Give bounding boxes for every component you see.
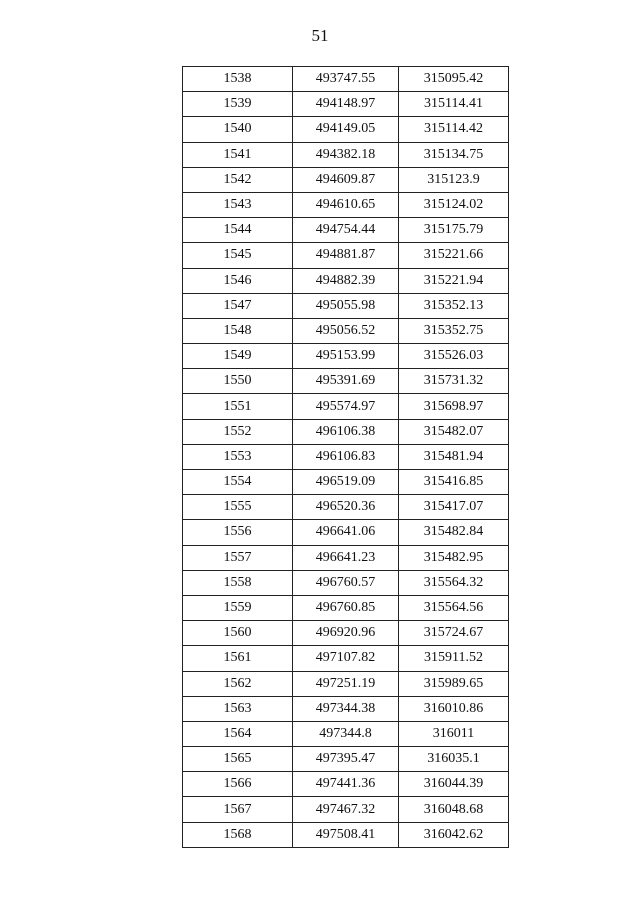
y-coordinate-cell: 315416.85	[399, 470, 509, 495]
point-number-cell: 1546	[183, 268, 293, 293]
table-row	[183, 394, 509, 419]
x-coordinate-cell: 494881.87	[293, 243, 399, 268]
y-coordinate-cell: 315989.65	[399, 671, 509, 696]
y-coordinate-cell: 315175.79	[399, 218, 509, 243]
table-row	[183, 520, 509, 545]
x-coordinate-cell: 495056.52	[293, 318, 399, 343]
point-number-cell: 1554	[183, 470, 293, 495]
x-coordinate-cell: 496641.06	[293, 520, 399, 545]
table-row	[183, 192, 509, 217]
x-coordinate-cell: 494609.87	[293, 167, 399, 192]
point-number-cell: 1543	[183, 192, 293, 217]
x-coordinate-cell: 497344.38	[293, 696, 399, 721]
table-row	[183, 67, 509, 92]
table-row	[183, 721, 509, 746]
x-coordinate-cell: 496760.85	[293, 595, 399, 620]
table-row	[183, 419, 509, 444]
y-coordinate-cell: 315481.94	[399, 444, 509, 469]
y-coordinate-cell: 316042.62	[399, 822, 509, 847]
y-coordinate-cell: 316048.68	[399, 797, 509, 822]
y-coordinate-cell: 315482.84	[399, 520, 509, 545]
point-number-cell: 1542	[183, 167, 293, 192]
table-row	[183, 369, 509, 394]
page-number: 51	[311, 26, 329, 45]
point-number-cell: 1548	[183, 318, 293, 343]
x-coordinate-cell: 497107.82	[293, 646, 399, 671]
y-coordinate-cell: 315724.67	[399, 621, 509, 646]
point-number-cell: 1562	[183, 671, 293, 696]
x-coordinate-cell: 496106.83	[293, 444, 399, 469]
table-row	[183, 117, 509, 142]
y-coordinate-cell: 315698.97	[399, 394, 509, 419]
x-coordinate-cell: 497467.32	[293, 797, 399, 822]
x-coordinate-cell: 496760.57	[293, 570, 399, 595]
table-row	[183, 218, 509, 243]
y-coordinate-cell: 316044.39	[399, 772, 509, 797]
table-row	[183, 243, 509, 268]
point-number-cell: 1555	[183, 495, 293, 520]
x-coordinate-cell: 493747.55	[293, 67, 399, 92]
y-coordinate-cell: 315482.95	[399, 545, 509, 570]
y-coordinate-cell: 315911.52	[399, 646, 509, 671]
x-coordinate-cell: 494882.39	[293, 268, 399, 293]
table-row	[183, 671, 509, 696]
y-coordinate-cell: 315564.56	[399, 595, 509, 620]
y-coordinate-cell: 315526.03	[399, 344, 509, 369]
coordinates-table	[182, 66, 509, 848]
y-coordinate-cell: 315221.94	[399, 268, 509, 293]
y-coordinate-cell: 315114.41	[399, 92, 509, 117]
point-number-cell: 1563	[183, 696, 293, 721]
point-number-cell: 1553	[183, 444, 293, 469]
y-coordinate-cell: 315564.32	[399, 570, 509, 595]
point-number-cell: 1552	[183, 419, 293, 444]
x-coordinate-cell: 497508.41	[293, 822, 399, 847]
table-row	[183, 646, 509, 671]
table-row	[183, 318, 509, 343]
y-coordinate-cell: 315482.07	[399, 419, 509, 444]
table-row	[183, 822, 509, 847]
table-row	[183, 621, 509, 646]
x-coordinate-cell: 494754.44	[293, 218, 399, 243]
x-coordinate-cell: 497344.8	[293, 721, 399, 746]
point-number-cell: 1568	[183, 822, 293, 847]
x-coordinate-cell: 497251.19	[293, 671, 399, 696]
point-number-cell: 1565	[183, 747, 293, 772]
x-coordinate-cell: 494149.05	[293, 117, 399, 142]
x-coordinate-cell: 496920.96	[293, 621, 399, 646]
x-coordinate-cell: 496106.38	[293, 419, 399, 444]
table-row	[183, 92, 509, 117]
point-number-cell: 1566	[183, 772, 293, 797]
point-number-cell: 1540	[183, 117, 293, 142]
x-coordinate-cell: 496641.23	[293, 545, 399, 570]
y-coordinate-cell: 316010.86	[399, 696, 509, 721]
point-number-cell: 1556	[183, 520, 293, 545]
x-coordinate-cell: 496520.36	[293, 495, 399, 520]
x-coordinate-cell: 494148.97	[293, 92, 399, 117]
x-coordinate-cell: 497395.47	[293, 747, 399, 772]
table-row	[183, 797, 509, 822]
point-number-cell: 1551	[183, 394, 293, 419]
x-coordinate-cell: 497441.36	[293, 772, 399, 797]
table-row	[183, 595, 509, 620]
y-coordinate-cell: 315352.75	[399, 318, 509, 343]
point-number-cell: 1567	[183, 797, 293, 822]
y-coordinate-cell: 315221.66	[399, 243, 509, 268]
point-number-cell: 1558	[183, 570, 293, 595]
point-number-cell: 1559	[183, 595, 293, 620]
x-coordinate-cell: 495574.97	[293, 394, 399, 419]
table-row	[183, 167, 509, 192]
table-row	[183, 142, 509, 167]
table-row	[183, 545, 509, 570]
y-coordinate-cell: 315731.32	[399, 369, 509, 394]
x-coordinate-cell: 495153.99	[293, 344, 399, 369]
table-row	[183, 747, 509, 772]
point-number-cell: 1539	[183, 92, 293, 117]
y-coordinate-cell: 315134.75	[399, 142, 509, 167]
table-row	[183, 268, 509, 293]
y-coordinate-cell: 316035.1	[399, 747, 509, 772]
x-coordinate-cell: 494382.18	[293, 142, 399, 167]
x-coordinate-cell: 495055.98	[293, 293, 399, 318]
y-coordinate-cell: 315352.13	[399, 293, 509, 318]
y-coordinate-cell: 315124.02	[399, 192, 509, 217]
table-row	[183, 293, 509, 318]
table-row	[183, 772, 509, 797]
point-number-cell: 1549	[183, 344, 293, 369]
y-coordinate-cell: 315114.42	[399, 117, 509, 142]
point-number-cell: 1550	[183, 369, 293, 394]
table-row	[183, 696, 509, 721]
point-number-cell: 1541	[183, 142, 293, 167]
point-number-cell: 1538	[183, 67, 293, 92]
point-number-cell: 1544	[183, 218, 293, 243]
point-number-cell: 1561	[183, 646, 293, 671]
table-row	[183, 470, 509, 495]
point-number-cell: 1557	[183, 545, 293, 570]
point-number-cell: 1560	[183, 621, 293, 646]
table-row	[183, 344, 509, 369]
point-number-cell: 1564	[183, 721, 293, 746]
y-coordinate-cell: 315095.42	[399, 67, 509, 92]
point-number-cell: 1547	[183, 293, 293, 318]
x-coordinate-cell: 494610.65	[293, 192, 399, 217]
y-coordinate-cell: 315417.07	[399, 495, 509, 520]
y-coordinate-cell: 315123.9	[399, 167, 509, 192]
point-number-cell: 1545	[183, 243, 293, 268]
table-row	[183, 570, 509, 595]
table-row	[183, 495, 509, 520]
y-coordinate-cell: 316011	[399, 721, 509, 746]
table-row	[183, 444, 509, 469]
table-body	[183, 67, 509, 848]
x-coordinate-cell: 496519.09	[293, 470, 399, 495]
x-coordinate-cell: 495391.69	[293, 369, 399, 394]
